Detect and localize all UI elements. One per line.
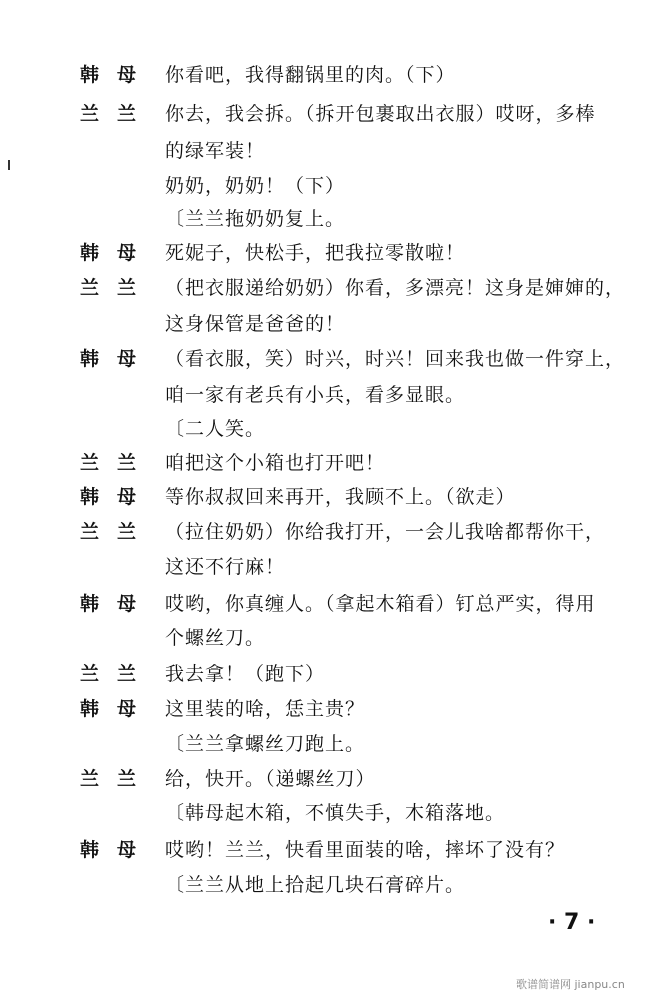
line-text: 咱把这个小箱也打开吧！ [165,452,386,474]
script-line [0,515,672,549]
speaker-name: 韩母 [80,698,155,720]
stage-direction [0,727,672,761]
speaker-name: 韩母 [80,839,155,861]
line-text: 〔兰兰从地上拾起几块石膏碎片。 [165,874,466,896]
speaker-name: 韩母 [80,64,155,86]
script-line [0,480,672,514]
speaker-name: 兰兰 [80,521,155,543]
line-text: 给，快开。（递螺丝刀） [165,768,376,790]
line-text: 〔兰兰拖奶奶复上。 [165,208,346,230]
speaker-name: 韩母 [80,486,155,508]
script-line [0,236,672,270]
script-line [0,378,672,412]
line-text: 奶奶，奶奶！（下） [165,175,346,197]
script-line [0,657,672,691]
script-line [0,271,672,305]
watermark: 歌谱简谱网 jianpu.cn [516,978,625,991]
line-text: 〔二人笑。 [165,418,266,440]
line-text: 这身保管是爸爸的！ [165,313,346,335]
speaker-name: 韩母 [80,348,155,370]
script-line [0,621,672,655]
script-line [0,833,672,867]
line-text: 〔兰兰拿螺丝刀跑上。 [165,733,366,755]
stage-direction [0,202,672,236]
script-line [0,58,672,92]
line-text: 哎哟，你真缠人。（拿起木箱看）钉总严实，得用 [165,593,596,615]
script-line [0,550,672,584]
line-text: 我去拿！（跑下） [165,663,326,685]
script-line [0,587,672,621]
script-line [0,97,672,131]
stage-direction [0,796,672,830]
speaker-name: 兰兰 [80,768,155,790]
speaker-name: 兰兰 [80,277,155,299]
line-text: 你去，我会拆。（拆开包裹取出衣服）哎呀，多棒 [165,103,596,125]
line-text: 这里装的啥，恁主贵？ [165,698,366,720]
line-text: （把衣服递给奶奶）你看，多漂亮！这身是婶婶的， [165,277,626,299]
script-line [0,692,672,726]
script-line [0,134,672,168]
script-line [0,307,672,341]
line-text: 等你叔叔回来再开，我顾不上。（欲走） [165,486,516,508]
script-line [0,169,672,203]
line-text: 这还不行麻！ [165,556,286,578]
line-text: 死妮子，快松手，把我拉零散啦！ [165,242,466,264]
line-text: 咱一家有老兵有小兵，看多显眼。 [165,384,466,406]
line-text: （拉住奶奶）你给我打开，一会儿我啥都帮你干， [165,521,606,543]
stage-direction [0,412,672,446]
stage-direction [0,868,672,902]
script-line [0,446,672,480]
script-line [0,342,672,376]
line-text: 个螺丝刀。 [165,627,266,649]
speaker-name: 兰兰 [80,663,155,685]
line-text: 〔韩母起木箱，不慎失手，木箱落地。 [165,802,506,824]
script-line [0,762,672,796]
line-text: 你看吧，我得翻锅里的肉。（下） [165,64,456,86]
page-number: · 7 · [548,910,596,935]
speaker-name: 韩母 [80,242,155,264]
line-text: （看衣服，笑）时兴，时兴！回来我也做一件穿上， [165,348,626,370]
speaker-name: 兰兰 [80,452,155,474]
speaker-name: 韩母 [80,593,155,615]
line-text: 哎哟！兰兰，快看里面装的啥，摔坏了没有？ [165,839,566,861]
speaker-name: 兰兰 [80,103,155,125]
line-text: 的绿军装！ [165,140,266,162]
